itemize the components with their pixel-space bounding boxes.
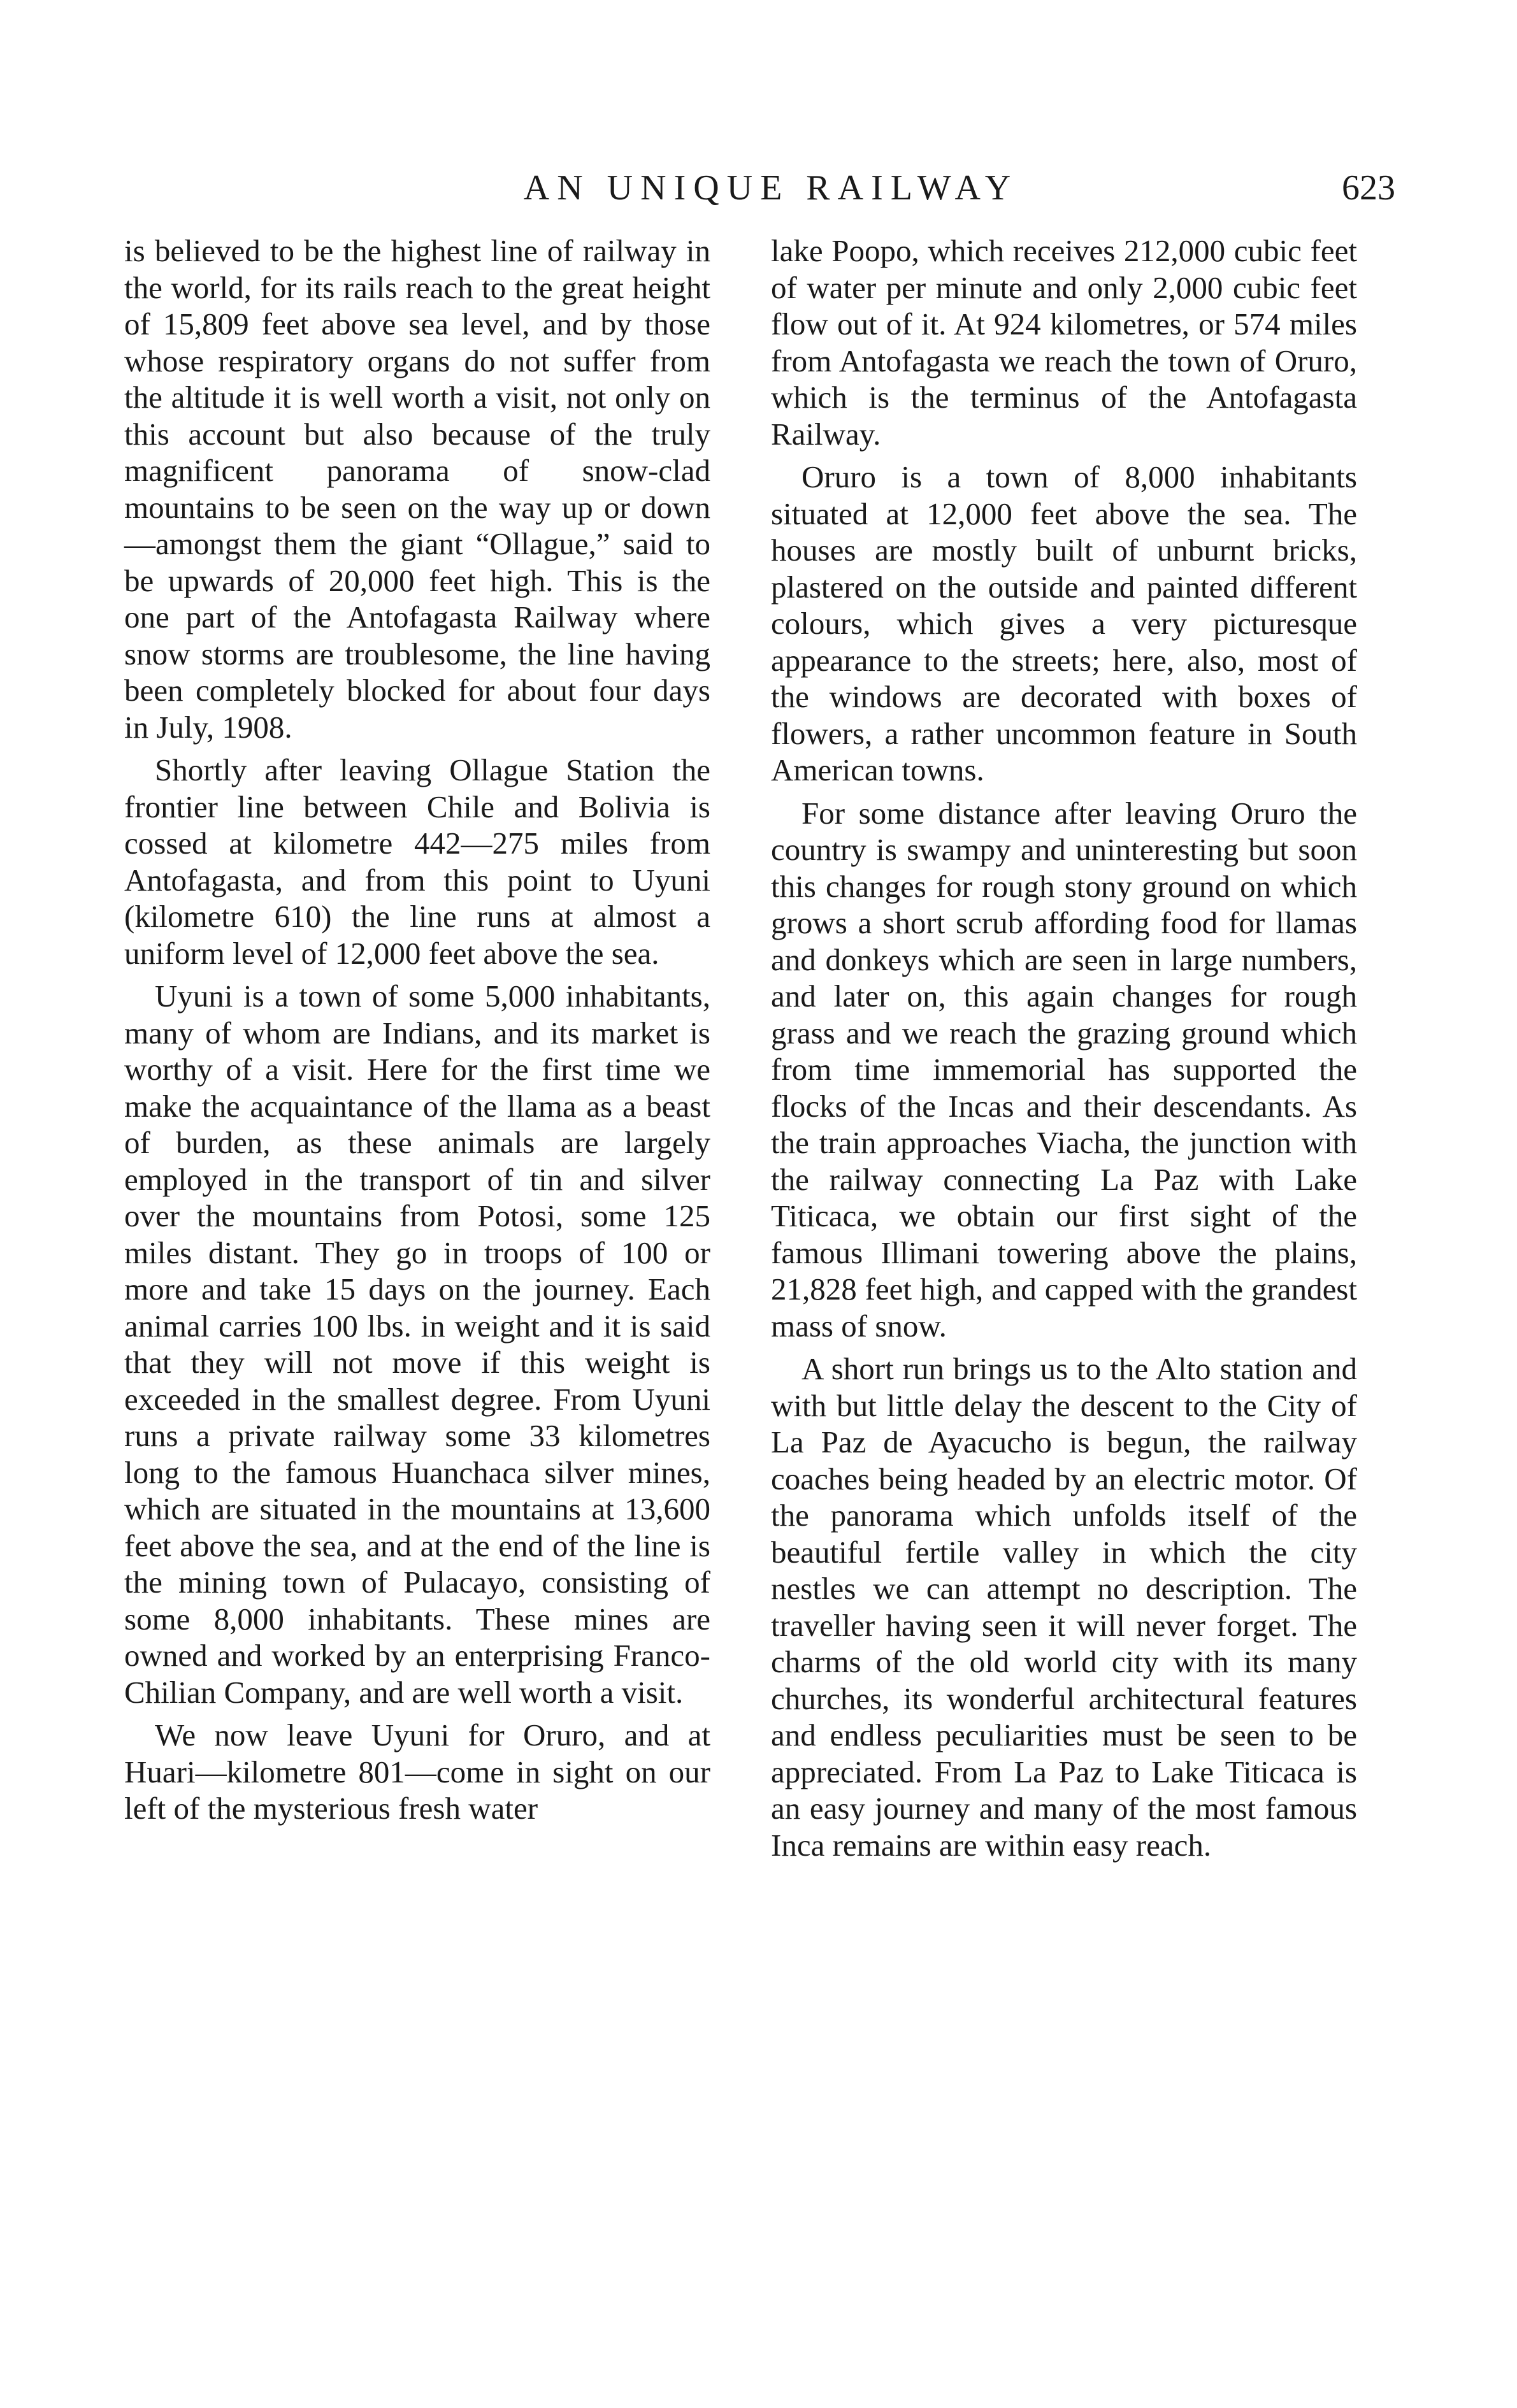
paragraph: For some distance after leaving Oruro the country is swampy and uninteresting but soon this changes for rough stony ground on which grows a short scrub affording food for llamas and donkeys which are seen in large numbers, and later on, this again changes for rough grass and we reach the grazing ground which from time immemorial has supported the flocks of the Incas and their descendants. As the train approaches Viacha, the junction with the railway connecting La Paz with Lake Titicaca, we obtain our first sight of the famous Illimani towering above the plains, 21,828 feet high, and capped with the grandest mass of snow. — [771, 795, 1357, 1344]
paragraph: Shortly after leaving Ollague Station the frontier line between Chile and Bolivia is cossed at kilometre 442—275 miles from Antofagasta, and from this point to Uyuni (kilometre 610) the line runs at almost a uniform level of 12,000 feet above the sea. — [124, 752, 710, 971]
page-number: 623 — [1342, 168, 1395, 208]
paragraph: Oruro is a town of 8,000 inhabitants situated at 12,000 feet above the sea. The houses are mostly built of unburnt bricks, plastered on the outside and painted different colours, which gives a very picturesque appearance to the streets; here, also, most of the windows are decorated with boxes of flowers, a rather uncommon feature in South American towns. — [771, 459, 1357, 787]
paragraph: is believed to be the highest line of railway in the world, for its rails reach to the great height of 15,809 feet above sea level, and by those whose respiratory organs do not suffer from the altitude it is well worth a visit, not only on this account but also because of the truly magnificent panorama of snow-clad mountains to be seen on the way up or down—amongst them the giant “Ollague,” said to be upwards of 20,000 feet high. This is the one part of the Antofagasta Railway where snow storms are troublesome, the line having been completely blocked for about four days in July, 1908. — [124, 233, 710, 745]
left-column — [124, 233, 710, 1833]
paragraph: lake Poopo, which receives 212,000 cubic feet of water per minute and only 2,000 cubic feet flow out of it. At 924 kilometres, or 574 miles from Antofagasta we reach the town of Oruro, which is the terminus of the Antofagasta Railway. — [771, 233, 1357, 452]
running-title: AN UNIQUE RAILWAY — [523, 168, 1019, 208]
running-head — [0, 162, 1517, 213]
paragraph: We now leave Uyuni for Oruro, and at Huari—kilometre 801—come in sight on our left of the mysterious fresh water — [124, 1717, 710, 1826]
right-column — [771, 233, 1357, 1870]
paragraph: Uyuni is a town of some 5,000 inhabitants, many of whom are Indians, and its market is worthy of a visit. Here for the first time we make the acquaintance of the llama as a beast of burden, as these animals are largely employed in the transport of tin and silver over the mountains from Potosi, some 125 miles distant. They go in troops of 100 or more and take 15 days on the journey. Each animal carries 100 lbs. in weight and it is said that they will not move if this weight is exceeded in the smallest degree. From Uyuni runs a private railway some 33 kilometres long to the famous Huanchaca silver mines, which are situated in the mountains at 13,600 feet above the sea, and at the end of the line is the mining town of Pulacayo, consisting of some 8,000 inhabitants. These mines are owned and worked by an enterprising Franco-Chilian Company, and are well worth a visit. — [124, 978, 710, 1710]
paragraph: A short run brings us to the Alto station and with but little delay the descent to the City of La Paz de Ayacucho is begun, the railway coaches being headed by an electric motor. Of the panorama which unfolds itself of the beautiful fertile valley in which the city nestles we can attempt no description. The traveller having seen it will never forget. The charms of the old world city with its many churches, its wonderful architectural features and endless peculiarities must be seen to be appreciated. From La Paz to Lake Titicaca is an easy journey and many of the most famous Inca remains are within easy reach. — [771, 1351, 1357, 1863]
